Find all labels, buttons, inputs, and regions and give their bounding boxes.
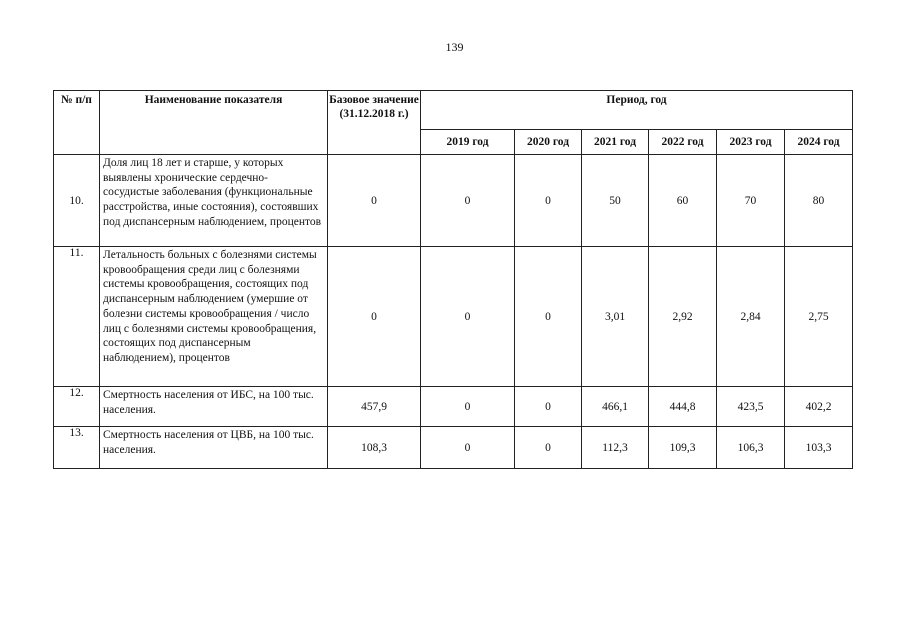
header-year: 2019 год — [421, 130, 515, 155]
row-value: 0 — [421, 387, 515, 427]
table-row — [54, 387, 853, 427]
row-value: 0 — [515, 247, 582, 387]
row-value: 2,75 — [785, 247, 853, 387]
row-base-value: 108,3 — [328, 427, 421, 469]
row-value: 112,3 — [582, 427, 649, 469]
row-value: 0 — [421, 427, 515, 469]
table-row — [54, 155, 853, 247]
header-year: 2024 год — [785, 130, 853, 155]
header-period: Период, год — [421, 91, 853, 130]
header-year: 2020 год — [515, 130, 582, 155]
header-name: Наименование показателя — [100, 91, 328, 155]
row-number: 13. — [54, 427, 100, 469]
header-year: 2022 год — [649, 130, 717, 155]
row-value: 50 — [582, 155, 649, 247]
row-value: 109,3 — [649, 427, 717, 469]
row-name: Смертность населения от ИБС, на 100 тыс. населения. — [100, 387, 328, 427]
header-year: 2021 год — [582, 130, 649, 155]
row-value: 60 — [649, 155, 717, 247]
header-year: 2023 год — [717, 130, 785, 155]
row-base-value: 0 — [328, 155, 421, 247]
table-row — [54, 247, 853, 387]
row-value: 106,3 — [717, 427, 785, 469]
row-number: 10. — [54, 155, 100, 247]
page-number: 139 — [445, 40, 464, 54]
row-name: Летальность больных с болезнями системы кровообращения среди лиц с болезнями системы кровообращения, состоящих под диспансерным наблюдением (умершие от болезни системы кровообращения / число лиц с болезнями системы кровообращения, состоящих под диспансерным наблюдением), процентов — [100, 247, 328, 387]
row-number: 12. — [54, 387, 100, 427]
row-value: 0 — [421, 155, 515, 247]
indicators-table — [53, 90, 853, 469]
table-row — [54, 427, 853, 469]
header-num: № п/п — [54, 91, 100, 155]
row-value: 0 — [515, 387, 582, 427]
row-value: 2,84 — [717, 247, 785, 387]
row-value: 423,5 — [717, 387, 785, 427]
row-name: Доля лиц 18 лет и старше, у которых выявлены хронические сердечно-сосудистые заболевания (функциональные расстройства, иные состояния), состоявших под диспансерным наблюдением, процентов — [100, 155, 328, 247]
row-name: Смертность населения от ЦВБ, на 100 тыс. населения. — [100, 427, 328, 469]
row-value: 103,3 — [785, 427, 853, 469]
row-value: 80 — [785, 155, 853, 247]
row-value: 2,92 — [649, 247, 717, 387]
row-value: 444,8 — [649, 387, 717, 427]
header-base: Базовое значение (31.12.2018 г.) — [328, 91, 421, 155]
row-value: 70 — [717, 155, 785, 247]
row-value: 0 — [515, 155, 582, 247]
row-value: 402,2 — [785, 387, 853, 427]
row-value: 0 — [421, 247, 515, 387]
row-value: 466,1 — [582, 387, 649, 427]
row-base-value: 0 — [328, 247, 421, 387]
row-base-value: 457,9 — [328, 387, 421, 427]
row-value: 3,01 — [582, 247, 649, 387]
row-number: 11. — [54, 247, 100, 387]
row-value: 0 — [515, 427, 582, 469]
